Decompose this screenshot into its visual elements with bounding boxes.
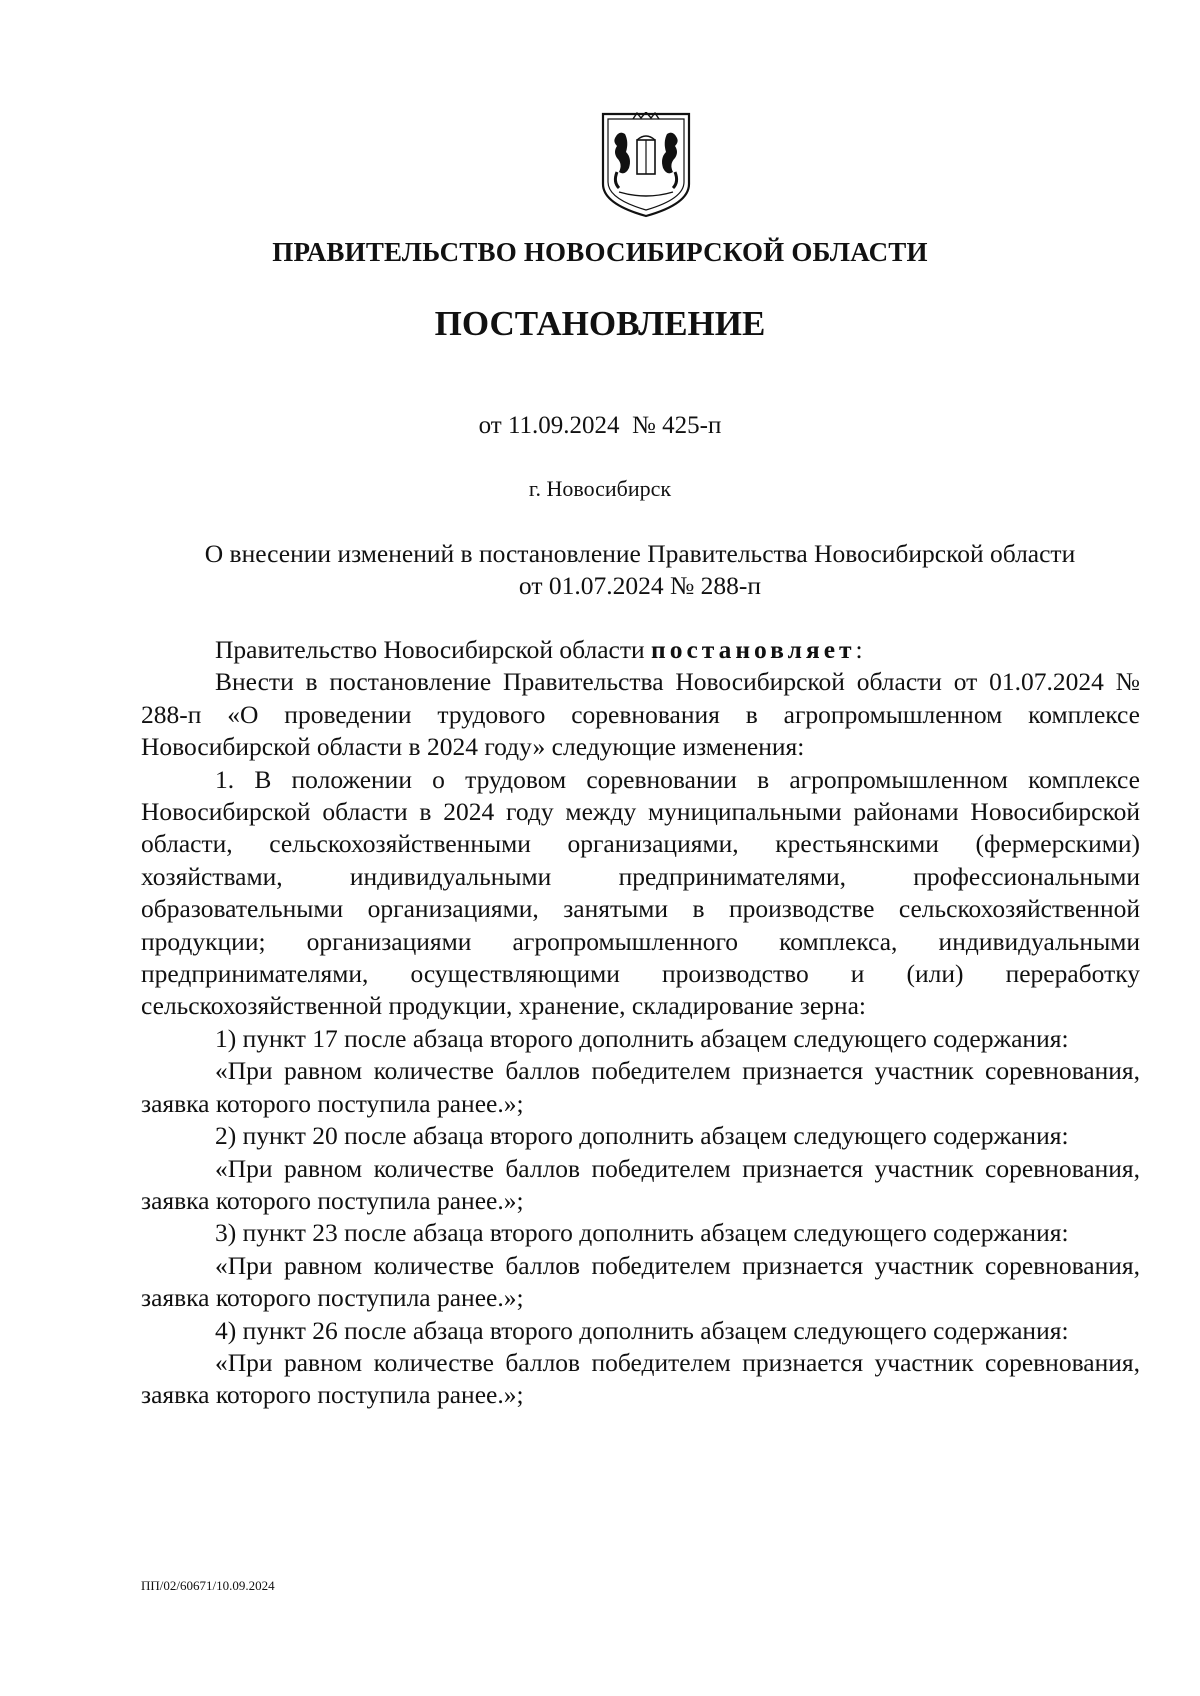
body-paragraph: «При равном количестве баллов победителем признается участник соревнования, заявка которого поступила ранее.»; <box>141 1056 1140 1118</box>
body-paragraph: Внести в постановление Правительства Новосибирской области от 01.07.2024 № 288-п «О проведении трудового соревнования в агропромышленном комплексе Новосибирской области в 2024 году» следующие изменения: <box>141 667 1140 762</box>
body-paragraph: 3) пункт 23 после абзаца второго дополнить абзацем следующего содержания: <box>215 1218 1069 1248</box>
subject-line-1: О внесении изменений в постановление Правительства Новосибирской области <box>204 539 1076 568</box>
body-paragraph: 2) пункт 20 после абзаца второго дополнить абзацем следующего содержания: <box>215 1121 1069 1151</box>
document-city: г. Новосибирск <box>528 476 672 501</box>
organization-title: ПРАВИТЕЛЬСТВО НОВОСИБИРСКОЙ ОБЛАСТИ <box>272 237 928 267</box>
body-paragraph: 1) пункт 17 после абзаца второго дополнить абзацем следующего содержания: <box>215 1023 1069 1053</box>
body-paragraph: 4) пункт 26 после абзаца второго дополнить абзацем следующего содержания: <box>215 1315 1069 1345</box>
preamble-lead: Правительство Новосибирской области <box>215 635 651 664</box>
body-paragraph: 1. В положении о трудовом соревновании в агропромышленном комплексе Новосибирской области в 2024 году между муниципальными районами Новосибирской области, сельскохозяйственными организациями, крестьянскими (фермерскими) хозяйствами, индивидуальными предпринимателями, профессиональными образовательными организациями, занятыми в производстве сельскохозяйственной продукции; организациями агропромышленного комплекса, индивидуальными предпринимателями, осуществляющими производство и (или) переработку сельскохозяйственной продукции, хранение, складирование зерна: <box>141 764 1140 1021</box>
document-body <box>141 634 1140 1412</box>
body-paragraph: «При равном количестве баллов победителем признается участник соревнования, заявка которого поступила ранее.»; <box>141 1250 1140 1313</box>
preamble-keyword: постановляет <box>651 635 856 664</box>
body-paragraph: «При равном количестве баллов победителем признается участник соревнования, заявка которого поступила ранее.»; <box>141 1347 1140 1410</box>
document-type: ПОСТАНОВЛЕНИЕ <box>434 304 766 343</box>
preamble-paragraph <box>141 634 1140 666</box>
footer-document-code: ПП/02/60671/10.09.2024 <box>141 1578 275 1593</box>
subject-line-2: от 01.07.2024 № 288-п <box>518 571 762 600</box>
coat-of-arms-icon <box>599 112 693 218</box>
preamble-tail: : <box>855 635 863 664</box>
body-paragraph: «При равном количестве баллов победителем признается участник соревнования, заявка которого поступила ранее.»; <box>141 1153 1140 1215</box>
document-subject <box>140 538 1140 602</box>
document-number-date: от 11.09.2024 № 425-п <box>478 412 722 439</box>
